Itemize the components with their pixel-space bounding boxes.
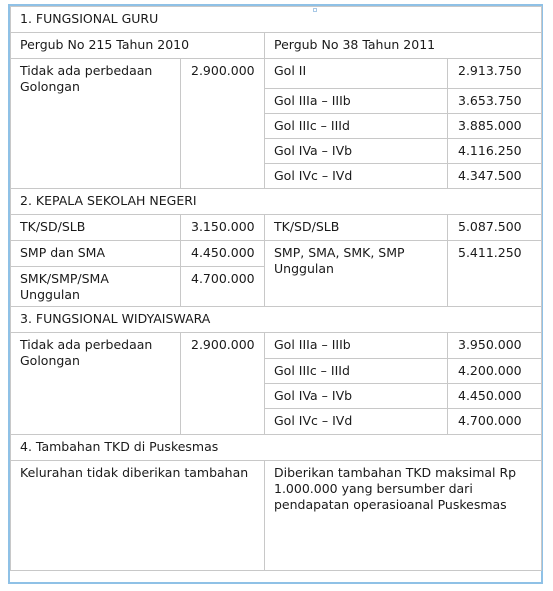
section2-left-value: 4.450.000 (181, 241, 265, 267)
section3-title: 3. FUNGSIONAL WIDYAISWARA (11, 307, 542, 333)
section1-row-label: Gol II (265, 59, 448, 89)
section2-right-label: SMP, SMA, SMK, SMP Unggulan (265, 241, 448, 307)
section3-row-value: 3.950.000 (448, 333, 542, 359)
section1-header-row (11, 33, 542, 59)
section1-row-value: 4.116.250 (448, 139, 542, 164)
section4-left-text: Kelurahan tidak diberikan tambahan (11, 461, 265, 571)
section1-row-value: 3.885.000 (448, 114, 542, 139)
tkd-table (10, 6, 542, 571)
section3-row-label: Gol IVc – IVd (265, 409, 448, 435)
section2-left-value: 3.150.000 (181, 215, 265, 241)
section2-title-row (11, 189, 542, 215)
section2-right-label: TK/SD/SLB (265, 215, 448, 241)
section1-row-label: Gol IIIa – IIIb (265, 89, 448, 114)
section1-title-row (11, 7, 542, 33)
section4-right-text: Diberikan tambahan TKD maksimal Rp 1.000.000 yang bersumber dari pendapatan operasioanal Puskesmas (265, 461, 542, 571)
table-row (11, 241, 542, 267)
section3-row-label: Gol IIIa – IIIb (265, 333, 448, 359)
section1-row-value: 4.347.500 (448, 164, 542, 189)
section2-left-label: SMP dan SMA (11, 241, 181, 267)
section1-left-label: Tidak ada perbedaan Golongan (11, 59, 181, 189)
section4-title-row (11, 435, 542, 461)
section3-row-value: 4.700.000 (448, 409, 542, 435)
table-row (11, 333, 542, 359)
section2-right-value: 5.411.250 (448, 241, 542, 307)
section1-row-label: Gol IIIc – IIId (265, 114, 448, 139)
section2-left-label: TK/SD/SLB (11, 215, 181, 241)
table-row (11, 215, 542, 241)
section2-left-label: SMK/SMP/SMA Unggulan (11, 267, 181, 307)
section2-right-value: 5.087.500 (448, 215, 542, 241)
section4-title: 4. Tambahan TKD di Puskesmas (11, 435, 542, 461)
section1-row-label: Gol IVc – IVd (265, 164, 448, 189)
table-row (11, 461, 542, 571)
section1-right-header: Pergub No 38 Tahun 2011 (265, 33, 542, 59)
section3-left-label: Tidak ada perbedaan Golongan (11, 333, 181, 435)
section3-row-label: Gol IIIc – IIId (265, 359, 448, 384)
table-row (11, 59, 542, 89)
section2-title: 2. KEPALA SEKOLAH NEGERI (11, 189, 542, 215)
section1-left-header: Pergub No 215 Tahun 2010 (11, 33, 265, 59)
section1-row-value: 2.913.750 (448, 59, 542, 89)
section1-left-value: 2.900.000 (181, 59, 265, 189)
section1-row-value: 3.653.750 (448, 89, 542, 114)
section3-row-label: Gol IVa – IVb (265, 384, 448, 409)
section3-left-value: 2.900.000 (181, 333, 265, 435)
section1-row-label: Gol IVa – IVb (265, 139, 448, 164)
section3-row-value: 4.200.000 (448, 359, 542, 384)
section1-title: 1. FUNGSIONAL GURU (11, 7, 542, 33)
section3-row-value: 4.450.000 (448, 384, 542, 409)
section3-title-row (11, 307, 542, 333)
section2-left-value: 4.700.000 (181, 267, 265, 307)
